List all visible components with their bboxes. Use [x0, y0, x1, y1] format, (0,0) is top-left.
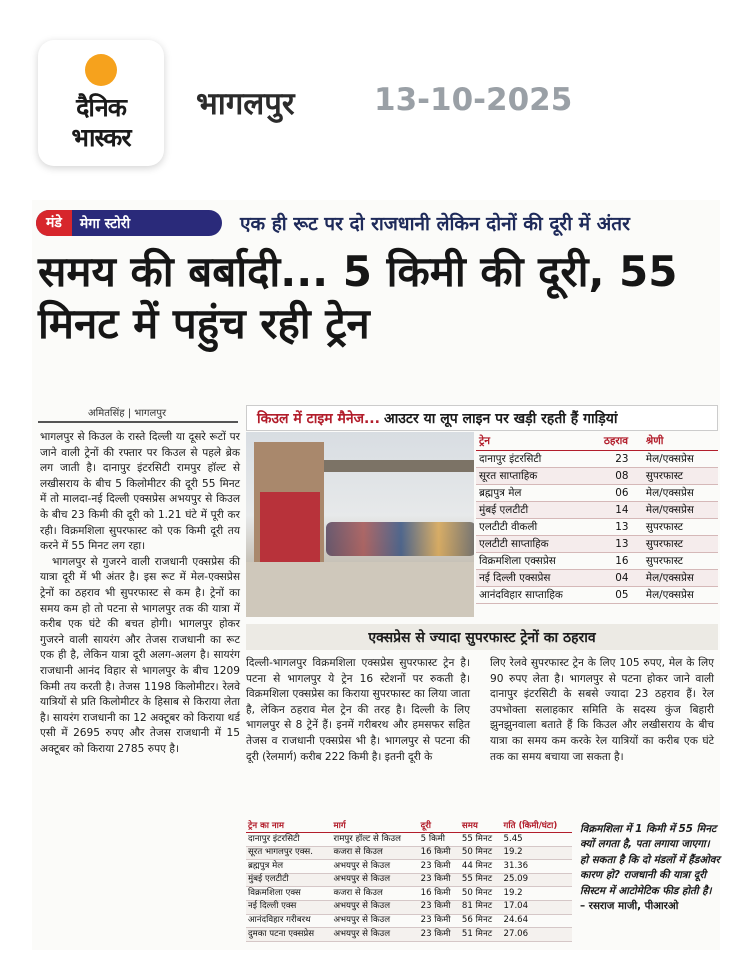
tag-mega-story: मेगा स्टोरी — [79, 215, 131, 232]
table-cell: 44 मिनट — [460, 860, 502, 874]
table-cell: 5 किमी — [419, 833, 460, 847]
table-row — [246, 887, 572, 901]
table-cell: ब्रह्मपुत्र मेल — [246, 860, 331, 874]
table-cell: 08 — [601, 468, 643, 485]
table-cell: मुंबई एलटीटी — [476, 502, 601, 519]
quote-text: विक्रमशिला में 1 किमी में 55 मिनट क्यों लगता है, पता लगाया जाएगा। हो सकता है कि दो मंडलों में हैंडओवर कारण हो? राजधानी की यात्रा दूरी सिस्टम में आटोमेटिक फीड होती है। — [580, 823, 720, 897]
photo-platform — [246, 562, 474, 617]
table-cell: नई दिल्ली एक्सप्रेस — [476, 570, 601, 587]
table-cell: 13 — [601, 519, 643, 536]
table-cell: 06 — [601, 485, 643, 502]
table-cell: कजरा से किउल — [331, 846, 418, 860]
table-cell: अभयपुर से किउल — [331, 860, 418, 874]
table-header-row — [246, 818, 572, 833]
col-header: मार्ग — [331, 818, 418, 833]
left-column-text — [40, 430, 240, 757]
table-row — [476, 553, 718, 570]
col-header: समय — [460, 818, 502, 833]
table-row — [476, 536, 718, 553]
table-cell: 55 मिनट — [460, 833, 502, 847]
table-cell: 23 किमी — [419, 914, 460, 928]
table-cell: 23 किमी — [419, 873, 460, 887]
table-cell: 04 — [601, 570, 643, 587]
table-cell: 23 — [601, 451, 643, 468]
photo-caption-highlight: किउल में टाइम मैनेज... — [257, 410, 380, 427]
table-row — [246, 914, 572, 928]
table-cell: अभयपुर से किउल — [331, 914, 418, 928]
byline: अमितसिंह | भागलपुर — [88, 408, 167, 419]
table-cell: 24.64 — [502, 914, 572, 928]
table-cell: सूरत साप्ताहिक — [476, 468, 601, 485]
col-header: श्रेणी — [643, 432, 718, 451]
table-cell: 19.2 — [502, 887, 572, 901]
left-paragraph: भागलपुर से गुजरने वाली राजधानी एक्सप्रेस की यात्रा दूरी में भी अंतर है। इस रूट में मेल-एक्सप्रेस ट्रेनों का ठहराव भी सुपरफास्ट से कम है। ट्रेनों का समय कम हो तो पटना से भागलपुर तक की यात्रा में करीब एक घंटे की बचत होगी। भागलपुर होकर गुजरने वाली सायरंग और तेजस राजधानी का रूट एक ही है, लेकिन यात्रा दूरी अलग-अलग है। सायरंग राजधानी आनंद विहार से भागलपुर के बीच 1209 किमी तय करती है। तेजस 1198 किलोमीटर। रेलवे यात्रियों से प्रति किलोमीटर के हिसाब से किराया लेता है। सायरंग राजधानी का 12 अक्टूबर को किराया थर्ड एसी में 2695 रुपए और तेजस राजधानी में 15 अक्टूबर को किराया 2785 रुपए है। — [40, 555, 240, 755]
table-row — [246, 846, 572, 860]
byline-rule — [38, 421, 238, 423]
table-cell: 56 मिनट — [460, 914, 502, 928]
table-cell: 23 किमी — [419, 928, 460, 942]
table-row — [476, 502, 718, 519]
col-header: ट्रेन — [476, 432, 601, 451]
table-cell: सुपरफास्ट — [643, 536, 718, 553]
col-header: ठहराव — [601, 432, 643, 451]
table-cell: विक्रमशिला एक्सप्रेस — [476, 553, 601, 570]
table-cell: सुपरफास्ट — [643, 553, 718, 570]
table-cell: 5.45 — [502, 833, 572, 847]
photo-roof — [324, 460, 474, 472]
photo-caption-rest: आउटर या लूप लाइन पर खड़ी रहती हैं गाड़ियां — [383, 410, 618, 427]
table-cell: 31.36 — [502, 860, 572, 874]
middle-column-text-1: दिल्ली-भागलपुर विक्रमशिला एक्सप्रेस सुपरफास्ट ट्रेन है। पटना से भागलपुर ये ट्रेन 16 स्टेशनों पर रुकती है। विक्रमशिला एक्सप्रेस का किराया सुपरफास्ट का लिया जाता है, लेकिन ठहराव मेल ट्रेन की तरह है। दिल्ली के लिए भागलपुर से 8 ट्रेनें हैं। इनमें गरीबरथ और हमसफर सहित तेजस व राजधानी एक्सप्रेस भी है। भागलपुर से पटना की दूरी (रेलमार्ग) करीब 222 किमी है। इतनी दूरी के — [246, 657, 470, 763]
logo-text-line2: भास्कर — [71, 123, 131, 152]
photo-stall — [260, 492, 320, 562]
station-platform-photo — [246, 432, 474, 617]
logo-text-line1: दैनिक — [76, 93, 126, 122]
table-cell: आनंदविहार गरीबरथ — [246, 914, 331, 928]
table-row — [476, 587, 718, 604]
table-cell: मुंबई एलटीटी — [246, 873, 331, 887]
table-cell: 05 — [601, 587, 643, 604]
table-cell: आनंदविहार साप्ताहिक — [476, 587, 601, 604]
newspaper-clipping — [32, 200, 720, 950]
table-row — [476, 468, 718, 485]
table-row — [246, 900, 572, 914]
col-header: दूरी — [419, 818, 460, 833]
table-cell: कजरा से किउल — [331, 887, 418, 901]
table-cell: 13 — [601, 536, 643, 553]
table-cell: 16 किमी — [419, 887, 460, 901]
table-row — [476, 570, 718, 587]
table-row — [246, 833, 572, 847]
table-cell: अभयपुर से किउल — [331, 928, 418, 942]
table-cell: दानापुर इंटरसिटी — [476, 451, 601, 468]
table-cell: ब्रह्मपुत्र मेल — [476, 485, 601, 502]
table-cell: 27.06 — [502, 928, 572, 942]
table-cell: अभयपुर से किउल — [331, 873, 418, 887]
edition-date: 13-10-2025 — [374, 82, 573, 118]
sub-headline: एक्सप्रेस से ज्यादा सुपरफास्ट ट्रेनों का ठहराव — [246, 624, 718, 650]
route-speed-table — [246, 818, 572, 942]
table-cell: नई दिल्ली एक्स — [246, 900, 331, 914]
middle-column-text-2: लिए रेलवे सुपरफास्ट ट्रेन के लिए 105 रुपए, मेल के लिए 90 रुपए लेता है। भागलपुर से पटना होकर जाने वाली दानापुर इंटरसिटी के सबसे ज्यादा 23 ठहराव हैं। रेल उपभोक्ता सलाहकार समिति के सदस्य कुंज बिहारी झुनझुनवाला बताते हैं कि किउल और लखीसराय के बीच यात्रा का समय कम करके रेल यात्रियों का करीब एक घंटे तक का समय बचाया जा सकता है। — [490, 657, 714, 763]
table-cell: 81 मिनट — [460, 900, 502, 914]
quote-attribution: – रसराज माजी, पीआरओ — [580, 900, 679, 913]
table-cell: दुमका पटना एक्सप्रेस — [246, 928, 331, 942]
photo-caption-bar — [246, 405, 718, 431]
table-cell: 50 मिनट — [460, 887, 502, 901]
table-cell: मेल/एक्सप्रेस — [643, 570, 718, 587]
table-row — [476, 451, 718, 468]
table-row — [476, 519, 718, 536]
table-cell: दानापुर इंटरसिटी — [246, 833, 331, 847]
kicker-line: एक ही रूट पर दो राजधानी लेकिन दोनों की दूरी में अंतर — [240, 213, 630, 235]
table-cell: सुपरफास्ट — [643, 519, 718, 536]
table-cell: रामपुर हॉल्ट से किउल — [331, 833, 418, 847]
col-header: गति (किमी/घंटा) — [502, 818, 572, 833]
table-cell: सुपरफास्ट — [643, 468, 718, 485]
table-header-row — [476, 432, 718, 451]
table-cell: 51 मिनट — [460, 928, 502, 942]
table-cell: 50 मिनट — [460, 846, 502, 860]
table-cell: 14 — [601, 502, 643, 519]
headline: समय की बर्बादी... 5 किमी की दूरी, 55 मिनट में पहुंच रही ट्रेन — [38, 247, 678, 348]
story-tag — [36, 210, 222, 236]
table-cell: मेल/एक्सप्रेस — [643, 451, 718, 468]
table-cell: 17.04 — [502, 900, 572, 914]
table-cell: 16 — [601, 553, 643, 570]
table-cell: 16 किमी — [419, 846, 460, 860]
table-cell: 23 किमी — [419, 860, 460, 874]
table-cell: मेल/एक्सप्रेस — [643, 502, 718, 519]
dainik-bhaskar-logo — [38, 40, 164, 166]
table-cell: 55 मिनट — [460, 873, 502, 887]
edition-city: भागलपुर — [196, 86, 295, 122]
table-cell: मेल/एक्सप्रेस — [643, 587, 718, 604]
table-row — [246, 860, 572, 874]
table-row — [476, 485, 718, 502]
left-paragraph: भागलपुर से किउल के रास्ते दिल्ली या दूसरे रूटों पर जाने वाली ट्रेनों की रफ्तार पर किउल से पहले ब्रेक लग जाती है। दानापुर इंटरसिटी रामपुर हॉल्ट से लखीसराय के बीच 5 किलोमीटर की दूरी 55 मिनट में तो मालदा-नई दिल्ली एक्सप्रेस अभयपुर से किउल के बीच 23 किमी की दूरी को 1.21 घंटे में पूरी कर रही। विक्रमशिला सुपरफास्ट को एक किमी दूरी तय करने में 55 मिनट लग रहा। — [40, 431, 240, 553]
table-row — [246, 928, 572, 942]
table-cell: 19.2 — [502, 846, 572, 860]
table-row — [246, 873, 572, 887]
table-cell: 25.09 — [502, 873, 572, 887]
col-header: ट्रेन का नाम — [246, 818, 331, 833]
sun-logo-icon — [85, 54, 117, 86]
official-quote — [580, 822, 720, 914]
tag-monday: मंडे — [36, 210, 72, 236]
table-cell: विक्रमशिला एक्स — [246, 887, 331, 901]
table-cell: मेल/एक्सप्रेस — [643, 485, 718, 502]
table-cell: एलटीटी वीकली — [476, 519, 601, 536]
table-cell: अभयपुर से किउल — [331, 900, 418, 914]
table-cell: सूरत भागलपुर एक्स. — [246, 846, 331, 860]
table-cell: एलटीटी साप्ताहिक — [476, 536, 601, 553]
train-halt-table — [476, 432, 718, 604]
table-cell: 23 किमी — [419, 900, 460, 914]
photo-crowd — [326, 522, 474, 556]
